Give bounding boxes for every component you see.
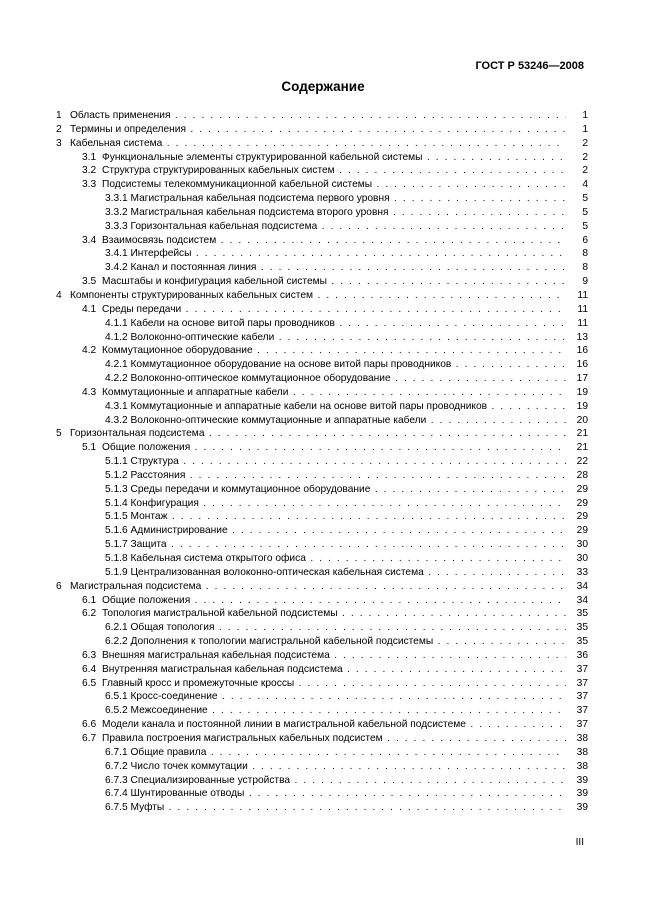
toc-entry-page: 34 [576,580,588,592]
toc-entry-title: 5.1.2 Расстояния . . . [105,469,566,483]
toc-entry[interactable] [52,441,588,455]
toc-entry[interactable] [52,760,588,774]
toc-entry-page: 11 [577,289,588,301]
toc-entry[interactable] [52,746,588,760]
toc-entry-title: 5.1.9 Централизованная волоконно-оптическая кабельная система . . . [105,566,566,580]
toc-entry[interactable] [52,538,588,552]
toc-entry-page: 37 [576,719,588,731]
toc-entry[interactable] [52,566,588,580]
toc-entry-page: 30 [576,539,588,551]
toc-entry-title: 5.1.6 Администрирование . . . [105,524,566,538]
toc-entry-page: 29 [576,497,588,509]
toc-entry-page: 37 [576,677,588,689]
toc-entry-page: 20 [576,414,588,426]
toc-entry-page: 37 [576,691,588,703]
toc-entry-title: Магистральная подсистема . . . [70,580,566,594]
toc-entry-title: Горизонтальная подсистема . . . [70,427,566,441]
toc-entry[interactable] [52,469,588,483]
toc-entry-title: 6.5.1 Кросс-соединение . . . [105,690,566,704]
toc-entry-title: Внешняя магистральная кабельная подсистема . . . [102,649,566,663]
toc-entry[interactable] [52,787,588,801]
toc-entry-number: 4.1 [82,303,97,315]
toc-entry-title: 4.2.2 Волоконно-оптическое коммутационное оборудование . . . [105,372,566,386]
toc-entry-title: 3.4.1 Интерфейсы . . . [105,247,566,261]
toc-entry[interactable] [52,372,588,386]
toc-entry-page: 29 [576,483,588,495]
toc-entry-title: 6.7.4 Шунтированные отводы . . . [105,787,566,801]
toc-entry-title: Общие положения . . . [102,594,566,608]
toc-entry-page: 37 [576,663,588,675]
toc-entry[interactable] [52,801,588,815]
toc-entry[interactable] [52,594,588,608]
toc-entry-page: 1 [582,123,588,135]
toc-entry[interactable] [52,317,588,331]
toc-entry-number: 3.4 [82,234,97,246]
toc-entry-page: 16 [576,359,588,371]
toc-entry-page: 5 [582,193,588,205]
toc-entry[interactable] [52,704,588,718]
toc-entry-title: 6.7.3 Специализированные устройства . . . [105,774,566,788]
toc-entry-title: 4.2.1 Коммутационное оборудование на основе витой пары проводников . . . [105,358,566,372]
toc-entry-page: 37 [576,705,588,717]
toc-entry-title: Топология магистральной кабельной подсистемы . . . [102,607,566,621]
toc-entry[interactable] [52,234,588,248]
toc-entry-title: 4.1.1 Кабели на основе витой пары проводников . . . [105,317,566,331]
toc-entry-title: 3.3.3 Горизонтальная кабельная подсистема . . . [105,220,566,234]
toc-entry-page: 35 [576,608,588,620]
toc-entry-number: 4 [56,289,62,301]
toc-entry-page: 36 [576,649,588,661]
toc-entry-number: 2 [56,123,62,135]
toc-entry-page: 4 [582,179,588,191]
toc-entry-number: 6.7 [82,732,97,744]
toc-entry-number: 4.2 [82,345,97,357]
toc-entry-number: 3.2 [82,165,97,177]
toc-entry[interactable] [52,732,588,746]
toc-entry[interactable] [52,524,588,538]
toc-entry[interactable] [52,275,588,289]
toc-entry-page: 2 [582,151,588,163]
toc-entry-page: 38 [576,760,588,772]
toc-entry-page: 5 [582,206,588,218]
toc-entry-number: 6.2 [82,608,97,620]
toc-entry[interactable] [52,427,588,441]
toc-entry-page: 29 [576,511,588,523]
toc-entry[interactable] [52,649,588,663]
toc-entry-number: 6.4 [82,663,97,675]
page-number: III [575,837,584,848]
toc-entry-page: 33 [576,566,588,578]
toc-entry-title: 3.3.2 Магистральная кабельная подсистема второго уровня . . . [105,206,566,220]
page-title: Содержание [281,79,365,94]
toc-entry[interactable] [52,677,588,691]
toc-entry[interactable] [52,220,588,234]
toc-entry-number: 5 [56,428,62,440]
toc-entry[interactable] [52,510,588,524]
toc-entry-number: 6.3 [82,649,97,661]
toc-entry-page: 2 [582,137,588,149]
toc-entry-title: Кабельная система . . . [70,137,566,151]
toc-entry-page: 38 [576,732,588,744]
toc-entry[interactable] [52,247,588,261]
toc-entry[interactable] [52,414,588,428]
toc-entry-page: 30 [576,553,588,564]
toc-entry-title: 5.1.8 Кабельная система открытого офиса . . . [105,552,566,566]
toc-entry-page: 8 [582,262,588,274]
toc-entry-title: 6.7.1 Общие правила . . . [105,746,566,760]
toc-entry-page: 22 [576,456,588,468]
toc-entry-title: 6.2.2 Дополнения к топологии магистральной кабельной подсистемы . . . [105,635,566,649]
toc-entry[interactable] [52,400,588,414]
toc-entry-title: Внутренняя магистральная кабельная подсистема . . . [102,663,566,677]
toc-entry[interactable] [52,690,588,704]
toc-entry-page: 29 [576,525,588,537]
toc-entry[interactable] [52,192,588,206]
toc-entry-title: Взаимосвязь подсистем . . . [102,234,566,248]
toc-entry-page: 8 [582,248,588,260]
toc-entry[interactable] [52,123,588,137]
toc-entry[interactable] [52,331,588,345]
toc-entry-number: 1 [56,110,62,121]
toc-entry-title: 3.3.1 Магистральная кабельная подсистема первого уровня . . . [105,192,566,206]
toc-entry-page: 17 [576,373,588,385]
toc-entry-number: 6.6 [82,719,97,731]
toc-entry-title: 6.2.1 Общая топология . . . [105,621,566,635]
toc-entry-page: 11 [577,303,588,315]
toc-entry[interactable] [52,455,588,469]
toc-entry[interactable] [52,718,588,732]
toc-entry[interactable] [52,580,588,594]
toc-entry-page: 19 [576,386,588,398]
toc-entry-title: Коммутационные и аппаратные кабели . . . [102,386,566,400]
toc-entry-page: 21 [576,428,588,440]
toc-entry-title: Правила построения магистральных кабельных подсистем . . . [102,732,566,746]
toc-entry-title: 5.1.4 Конфигурация . . . [105,497,566,511]
toc-entry-number: 6 [56,580,62,592]
toc-entry[interactable] [52,137,588,151]
toc-entry-title: 5.1.3 Среды передачи и коммутационное оборудование . . . [105,483,566,497]
toc-entry-title: Структура структурированных кабельных систем . . . [102,164,566,178]
toc-entry-title: 3.4.2 Канал и постоянная линия . . . [105,261,566,275]
toc-entry-title: 4.3.1 Коммутационные и аппаратные кабели на основе витой пары проводников . . . [105,400,566,414]
toc-entry-title: Компоненты структурированных кабельных систем . . . [70,289,566,303]
toc-entry[interactable] [52,289,588,303]
toc-entry-title: 4.1.2 Волоконно-оптические кабели . . . [105,331,566,345]
toc-entry-page: 39 [576,802,588,814]
toc-entry[interactable] [52,663,588,677]
toc-entry-page: 9 [582,276,588,288]
toc-entry-page: 21 [576,442,588,454]
toc-entry[interactable] [52,344,588,358]
toc-entry-title: Главный кросс и промежуточные кроссы . . . [102,677,566,691]
toc-entry[interactable] [52,483,588,497]
toc-entry-title: 6.7.5 Муфты . . . [105,801,566,815]
toc-entry[interactable] [52,607,588,621]
toc-entry-title: 5.1.1 Структура . . . [105,455,566,469]
toc-entry[interactable] [52,774,588,788]
toc-entry[interactable] [52,164,588,178]
toc-entry-title: Среды передачи . . . [102,303,566,317]
toc-entry-page: 39 [576,788,588,800]
toc-entry-page: 16 [576,345,588,357]
toc-entry[interactable] [52,497,588,511]
toc-entry-page: 5 [582,220,588,232]
toc-entry-page: 39 [576,774,588,786]
toc-entry[interactable] [52,178,588,192]
toc-entry-title: 4.3.2 Волоконно-оптические коммутационные и аппаратные кабели . . . [105,414,566,428]
toc-entry-title: 6.7.2 Число точек коммутации . . . [105,760,566,774]
toc-entry[interactable] [52,206,588,220]
toc-entry-title: Функциональные элементы структурированной кабельной системы . . . [102,151,566,165]
toc-entry[interactable] [52,635,588,649]
toc-entry-number: 3.1 [82,151,97,163]
toc-entry-title: Область применения . . . [70,109,566,123]
toc-entry-page: 19 [576,400,588,412]
toc-entry-page: 38 [576,746,588,758]
toc-entry-title: Термины и определения . . . [70,123,566,137]
toc-entry-page: 34 [576,594,588,606]
toc-entry-number: 3 [56,137,62,149]
toc-entry-number: 6.5 [82,677,97,689]
toc-entry-title: Подсистемы телекоммуникационной кабельной системы . . . [102,178,566,192]
toc-entry[interactable] [52,303,588,317]
toc-entry-title: 6.5.2 Межсоединение . . . [105,704,566,718]
toc-entry-title: 5.1.7 Защита . . . [105,538,566,552]
toc-entry[interactable] [52,151,588,165]
toc-entry-page: 6 [582,234,588,246]
toc-entry[interactable] [52,386,588,400]
toc-entry-number: 3.3 [82,179,97,191]
toc-entry[interactable] [52,261,588,275]
toc-entry[interactable] [52,552,588,566]
toc-entry-page: 2 [582,165,588,177]
toc-entry[interactable] [52,358,588,372]
toc-entry-title: Общие положения . . . [102,441,566,455]
toc-entry-page: 35 [576,622,588,634]
standard-number: ГОСТ Р 53246—2008 [475,60,584,72]
toc-entry-page: 35 [576,636,588,648]
toc-entry-title: Модели канала и постоянной линии в магистральной кабельной подсистеме . . . [102,718,566,732]
toc-entry-title: 5.1.5 Монтаж . . . [105,510,566,524]
toc-entry-number: 6.1 [82,594,97,606]
toc-entry-title: Масштабы и конфигурация кабельной системы . . . [102,275,566,289]
toc-entry-page: 1 [582,110,588,121]
toc-entry-number: 4.3 [82,386,97,398]
toc-entry[interactable] [52,109,588,123]
toc-entry-page: 11 [577,317,588,329]
table-of-contents [52,109,588,815]
toc-entry-number: 5.1 [82,442,97,454]
toc-entry-page: 13 [576,331,588,343]
toc-entry-title: Коммутационное оборудование . . . [102,344,566,358]
toc-entry-number: 3.5 [82,276,97,288]
toc-entry[interactable] [52,621,588,635]
toc-entry-page: 28 [576,469,588,481]
